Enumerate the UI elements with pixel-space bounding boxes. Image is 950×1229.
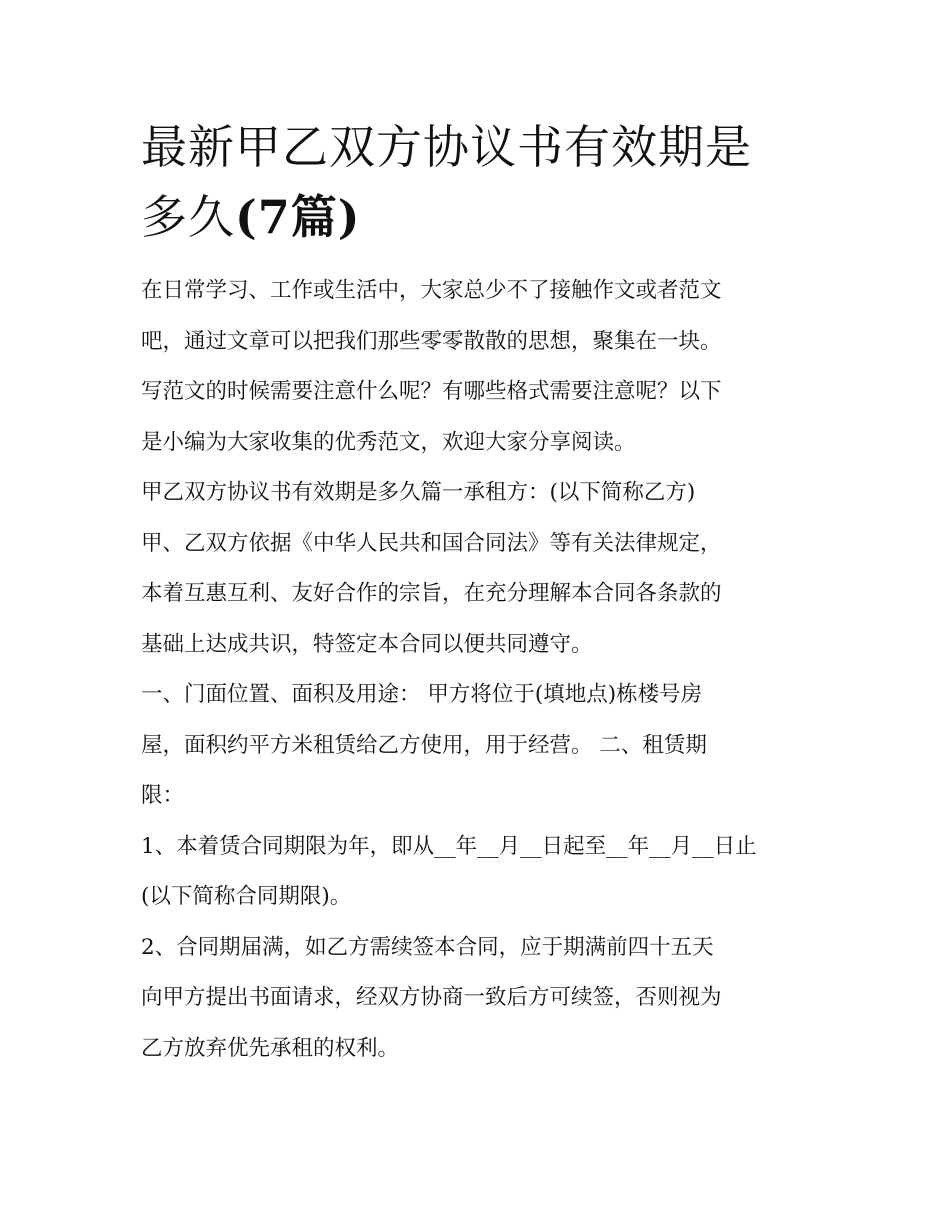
- paragraph-line: 2、合同期届满，如乙方需续签本合同，应于期满前四十五天: [141, 934, 714, 960]
- paragraph-line: 基础上达成共识，特签定本合同以便共同遵守。: [141, 631, 593, 657]
- paragraph-line: 吧，通过文章可以把我们那些零零散散的思想，聚集在一块。: [141, 328, 722, 354]
- paragraph-intro: [141, 266, 816, 468]
- paragraph-line: 本着互惠互利、友好合作的宗旨，在充分理解本合同各条款的: [141, 581, 722, 606]
- paragraph-location-area: [141, 670, 816, 822]
- paragraph-lease-term: [141, 822, 816, 923]
- document-content: [141, 112, 816, 1074]
- document-body: [141, 266, 816, 1074]
- paragraph-renewal: [141, 923, 816, 1075]
- paragraph-section-heading: [141, 468, 816, 519]
- document-title: [141, 112, 816, 252]
- paragraph-line: 一、门面位置、面积及用途： 甲方将位于(填地点)栋楼号房: [141, 682, 703, 707]
- title-line-2: [141, 182, 816, 252]
- paragraph-line: 写范文的时候需要注意什么呢？有哪些格式需要注意呢？以下: [141, 379, 722, 404]
- paragraph-line: 甲、乙双方依据《中华人民共和国合同法》等有关法律规定，: [141, 530, 722, 556]
- title-count: (7篇): [235, 190, 361, 244]
- title-line-1: 最新甲乙双方协议书有效期是: [141, 120, 752, 174]
- paragraph-line: 乙方放弃优先承租的权利。: [141, 1035, 400, 1061]
- paragraph-line: 屋，面积约平方米租赁给乙方使用，用于经营。 二、租赁期: [141, 732, 707, 758]
- paragraph-line: 限：: [141, 783, 185, 808]
- paragraph-agreement-basis: [141, 519, 816, 671]
- paragraph-line: 是小编为大家收集的优秀范文，欢迎大家分享阅读。: [141, 429, 636, 455]
- paragraph-line: (以下简称合同期限)。: [141, 884, 352, 909]
- paragraph-line: 1、本着赁合同期限为年，即从__年__月__日起至__年__月__日止: [141, 833, 757, 859]
- paragraph-line: 甲乙双方协议书有效期是多久篇一承租方：(以下简称乙方): [141, 480, 696, 505]
- paragraph-line: 向甲方提出书面请求，经双方协商一致后方可续签，否则视为: [141, 985, 722, 1010]
- paragraph-line: 在日常学习、工作或生活中，大家总少不了接触作文或者范文: [141, 278, 722, 303]
- title-line-2-text: 多久: [141, 190, 235, 244]
